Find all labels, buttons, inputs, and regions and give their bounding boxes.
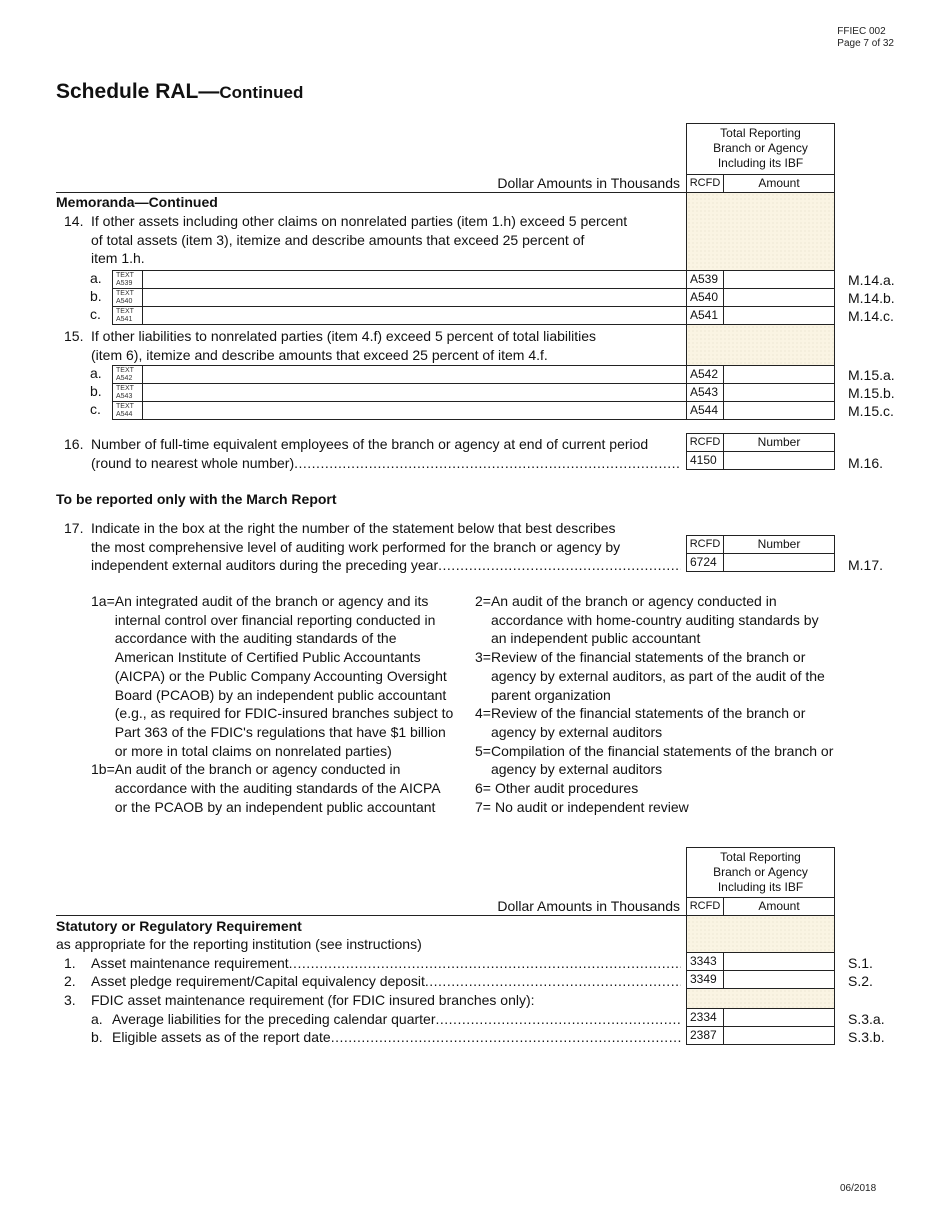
text-field-a539[interactable] [112, 270, 687, 289]
line-reference: M.15.a. [848, 367, 895, 383]
item17-line: the most comprehensive level of auditing work performed for the branch or agency by [91, 539, 621, 555]
rcfd-label: RCFD [687, 536, 724, 553]
item16-line [91, 454, 681, 473]
line-reference: S.3.a. [848, 1011, 885, 1027]
amount-input[interactable] [724, 366, 834, 383]
line-reference: M.15.c. [848, 403, 894, 419]
amount-input[interactable] [724, 1027, 834, 1044]
item15-line: (item 6), itemize and describe amounts that exceed 25 percent of item 4.f. [91, 347, 548, 363]
audit-statement [475, 592, 837, 648]
shaded-area [686, 988, 835, 1008]
audit-statement [475, 648, 837, 704]
audit-statement [91, 760, 456, 816]
dot-leader [294, 454, 681, 473]
row-letter: a. [91, 1011, 103, 1027]
statement-key: 1b= [91, 761, 115, 778]
column-subheader [686, 174, 835, 193]
number-input[interactable] [724, 554, 834, 571]
text-input[interactable] [143, 402, 686, 419]
item-number: 14. [64, 213, 84, 229]
amount-input[interactable] [724, 953, 834, 970]
item17-line [91, 556, 681, 575]
number-subheader [686, 535, 835, 554]
item-number: 2. [64, 973, 76, 989]
audit-statement [475, 704, 837, 741]
form-id: FFIEC 002 [837, 26, 886, 37]
amount-field-a540[interactable] [686, 288, 835, 307]
text-input[interactable] [143, 384, 686, 401]
row-label: Asset maintenance requirement [91, 955, 289, 971]
item-number: 1. [64, 955, 76, 971]
statement-key: 3= [475, 649, 491, 666]
text-tag: TEXT A539 [113, 271, 143, 288]
row-letter: b. [91, 1029, 103, 1045]
amount-field-a544[interactable] [686, 401, 835, 420]
statement-key: 2= [475, 593, 491, 609]
statement-text: An integrated audit of the branch or agency and its internal control over financial reporting conducted in accordance with the auditing standards of the American Institute of Certified Public Accountants (AICPA) or the Public Company Accounting Oversight Board (PCAOB) by an independent public accountant (e.g., as required for FDIC-insured branches subject to Part 363 of the FDIC's regulations that have $1 billion or more in total claims on nonrelated parties) [114, 593, 454, 759]
rcfd-label: RCFD [687, 175, 724, 192]
text-field-a543[interactable] [112, 383, 687, 402]
page-title [56, 80, 303, 104]
rcfd-code: A539 [687, 271, 724, 288]
rcfd-code: A541 [687, 307, 724, 324]
statement-text: Review of the financial statements of the branch or agency by external auditors [490, 705, 806, 740]
rcfd-code: A542 [687, 366, 724, 383]
rcfd-code: 6724 [687, 554, 724, 571]
line-reference: M.17. [848, 557, 884, 573]
title-suffix: Continued [219, 83, 304, 102]
rcfd-code: 2334 [687, 1009, 724, 1026]
dollar-amounts-label: Dollar Amounts in Thousands [497, 898, 680, 914]
row-letter: c. [90, 306, 101, 322]
amount-field-a543[interactable] [686, 383, 835, 402]
statement-text: An audit of the branch or agency conducted in accordance with home-country auditing standards by an independent public accountant [490, 593, 819, 647]
line-reference: M.16. [848, 455, 884, 471]
line-reference: S.1. [848, 955, 873, 971]
statement-key: 7= [475, 798, 491, 815]
audit-statement [475, 742, 837, 779]
amount-label: Amount [758, 176, 800, 190]
audit-statement [475, 779, 837, 798]
amount-input[interactable] [724, 1009, 834, 1026]
dot-leader [331, 1028, 681, 1047]
text-tag: TEXT A544 [113, 402, 143, 419]
amount-input[interactable] [724, 271, 834, 288]
text-tag: TEXT A541 [113, 307, 143, 324]
statement-key: 1a= [91, 593, 115, 609]
item-number: 15. [64, 328, 84, 344]
shaded-area [686, 193, 835, 270]
row-letter: a. [90, 365, 102, 381]
rcfd-code: 2387 [687, 1027, 724, 1044]
row-letter: c. [90, 401, 101, 417]
rcfd-code: A544 [687, 402, 724, 419]
dot-leader [425, 972, 681, 991]
item3-label: FDIC asset maintenance requirement (for FDIC insured branches only): [91, 992, 535, 1008]
amount-input[interactable] [724, 289, 834, 306]
amount-field-a539[interactable] [686, 270, 835, 289]
item16-label: (round to nearest whole number) [91, 455, 295, 471]
amount-field-3349[interactable] [686, 970, 835, 989]
statement-key: 5= [475, 742, 491, 759]
item17-label: independent external auditors during the preceding year [91, 557, 439, 573]
amount-input[interactable] [724, 402, 834, 419]
item15-line: If other liabilities to nonrelated parties (item 4.f) exceed 5 percent of total liabilities [91, 328, 597, 344]
item16-line: Number of full-time equivalent employees of the branch or agency at end of current period [91, 436, 649, 452]
statement-text: Review of the financial statements of the branch or agency by external auditors, as part of the audit of the parent organization [490, 649, 825, 703]
amount-input[interactable] [724, 384, 834, 401]
number-label: Number [757, 537, 801, 551]
audit-statements-right [475, 592, 837, 816]
rcfd-label: RCFD [687, 434, 724, 451]
dollar-amounts-label: Dollar Amounts in Thousands [497, 175, 680, 191]
item14-line: of total assets (item 3), itemize and describe amounts that exceed 25 percent of [91, 232, 585, 248]
number-subheader [686, 433, 835, 452]
statement-text: No audit or independent review [495, 798, 689, 815]
rcfd-code: 3349 [687, 971, 724, 988]
revision-date: 06/2018 [840, 1183, 877, 1194]
dot-leader [438, 556, 681, 575]
statutory-row-label [112, 1028, 681, 1047]
audit-statement [91, 592, 456, 760]
text-input[interactable] [143, 271, 686, 288]
line-reference: M.14.c. [848, 308, 894, 324]
column-title-line: Including its IBF [717, 880, 804, 894]
column-header [686, 123, 835, 174]
amount-field-2334[interactable] [686, 1008, 835, 1027]
title-main: Schedule RAL— [56, 80, 220, 103]
amount-label: Amount [758, 899, 800, 913]
audit-statement [475, 798, 837, 817]
text-field-a544[interactable] [112, 401, 687, 420]
line-reference: M.15.b. [848, 385, 895, 401]
rcfd-code: A543 [687, 384, 724, 401]
divider [56, 915, 686, 916]
row-letter: b. [90, 383, 102, 399]
item17-line: Indicate in the box at the right the number of the statement below that best describes [91, 520, 616, 536]
item14-line: item 1.h. [91, 250, 145, 266]
text-input[interactable] [143, 307, 686, 324]
column-title-line: Total Reporting [720, 850, 801, 864]
form-header [837, 26, 894, 50]
column-subheader [686, 897, 835, 916]
shaded-area [686, 325, 835, 365]
line-reference: S.2. [848, 973, 873, 989]
page-number: Page 7 of 32 [837, 38, 894, 49]
row-label: Average liabilities for the preceding calendar quarter [112, 1011, 436, 1027]
number-field-6724[interactable] [686, 553, 835, 572]
column-title-line: Branch or Agency [713, 865, 808, 879]
dot-leader [289, 954, 681, 973]
line-reference: M.14.a. [848, 272, 895, 288]
row-letter: b. [90, 288, 102, 304]
item-number: 3. [64, 992, 76, 1008]
item-number: 16. [64, 436, 84, 452]
column-header [686, 847, 835, 898]
column-title-line: Branch or Agency [713, 141, 808, 155]
dot-leader [436, 1010, 682, 1029]
text-input[interactable] [143, 366, 686, 383]
statutory-subheading: as appropriate for the reporting institution (see instructions) [56, 936, 422, 952]
statutory-row-label [91, 954, 681, 973]
line-reference: M.14.b. [848, 290, 895, 306]
amount-input[interactable] [724, 307, 834, 324]
statutory-row-label [112, 1010, 681, 1029]
shaded-area [686, 916, 835, 953]
row-label: Asset pledge requirement/Capital equivalency deposit [91, 973, 425, 989]
text-tag: TEXT A543 [113, 384, 143, 401]
memoranda-heading: Memoranda—Continued [56, 194, 218, 210]
text-tag: TEXT A540 [113, 289, 143, 306]
number-label: Number [757, 435, 801, 449]
statutory-row-label [91, 972, 681, 991]
row-letter: a. [90, 270, 102, 286]
statement-key: 6= [475, 780, 491, 797]
text-input[interactable] [143, 289, 686, 306]
rcfd-code: 4150 [687, 452, 724, 469]
text-tag: TEXT A542 [113, 366, 143, 383]
statement-text: Compilation of the financial statements of the branch or agency by external auditors [490, 742, 834, 778]
column-title-line: Including its IBF [717, 156, 804, 170]
march-report-heading: To be reported only with the March Report [56, 491, 337, 507]
number-input[interactable] [724, 452, 834, 469]
audit-statements-left [91, 592, 456, 816]
line-reference: S.3.b. [848, 1029, 885, 1045]
number-field-4150[interactable] [686, 451, 835, 470]
rcfd-code: A540 [687, 289, 724, 306]
statutory-heading: Statutory or Regulatory Requirement [56, 918, 302, 934]
amount-field-3343[interactable] [686, 952, 835, 971]
text-field-a542[interactable] [112, 365, 687, 384]
item-number: 17. [64, 520, 84, 536]
row-label: Eligible assets as of the report date [112, 1029, 331, 1045]
column-title-line: Total Reporting [720, 126, 801, 140]
amount-field-a542[interactable] [686, 365, 835, 384]
amount-field-2387[interactable] [686, 1026, 835, 1045]
amount-input[interactable] [724, 971, 834, 988]
text-field-a541[interactable] [112, 306, 687, 325]
text-field-a540[interactable] [112, 288, 687, 307]
rcfd-code: 3343 [687, 953, 724, 970]
item14-line: If other assets including other claims on nonrelated parties (item 1.h) exceed 5 percent [91, 213, 628, 229]
amount-field-a541[interactable] [686, 306, 835, 325]
statement-text: Other audit procedures [495, 780, 639, 797]
statement-key: 4= [475, 705, 491, 722]
rcfd-label: RCFD [687, 898, 724, 915]
statement-text: An audit of the branch or agency conducted in accordance with the auditing standards of the AICPA or the PCAOB by an independent public accountant [114, 761, 440, 815]
